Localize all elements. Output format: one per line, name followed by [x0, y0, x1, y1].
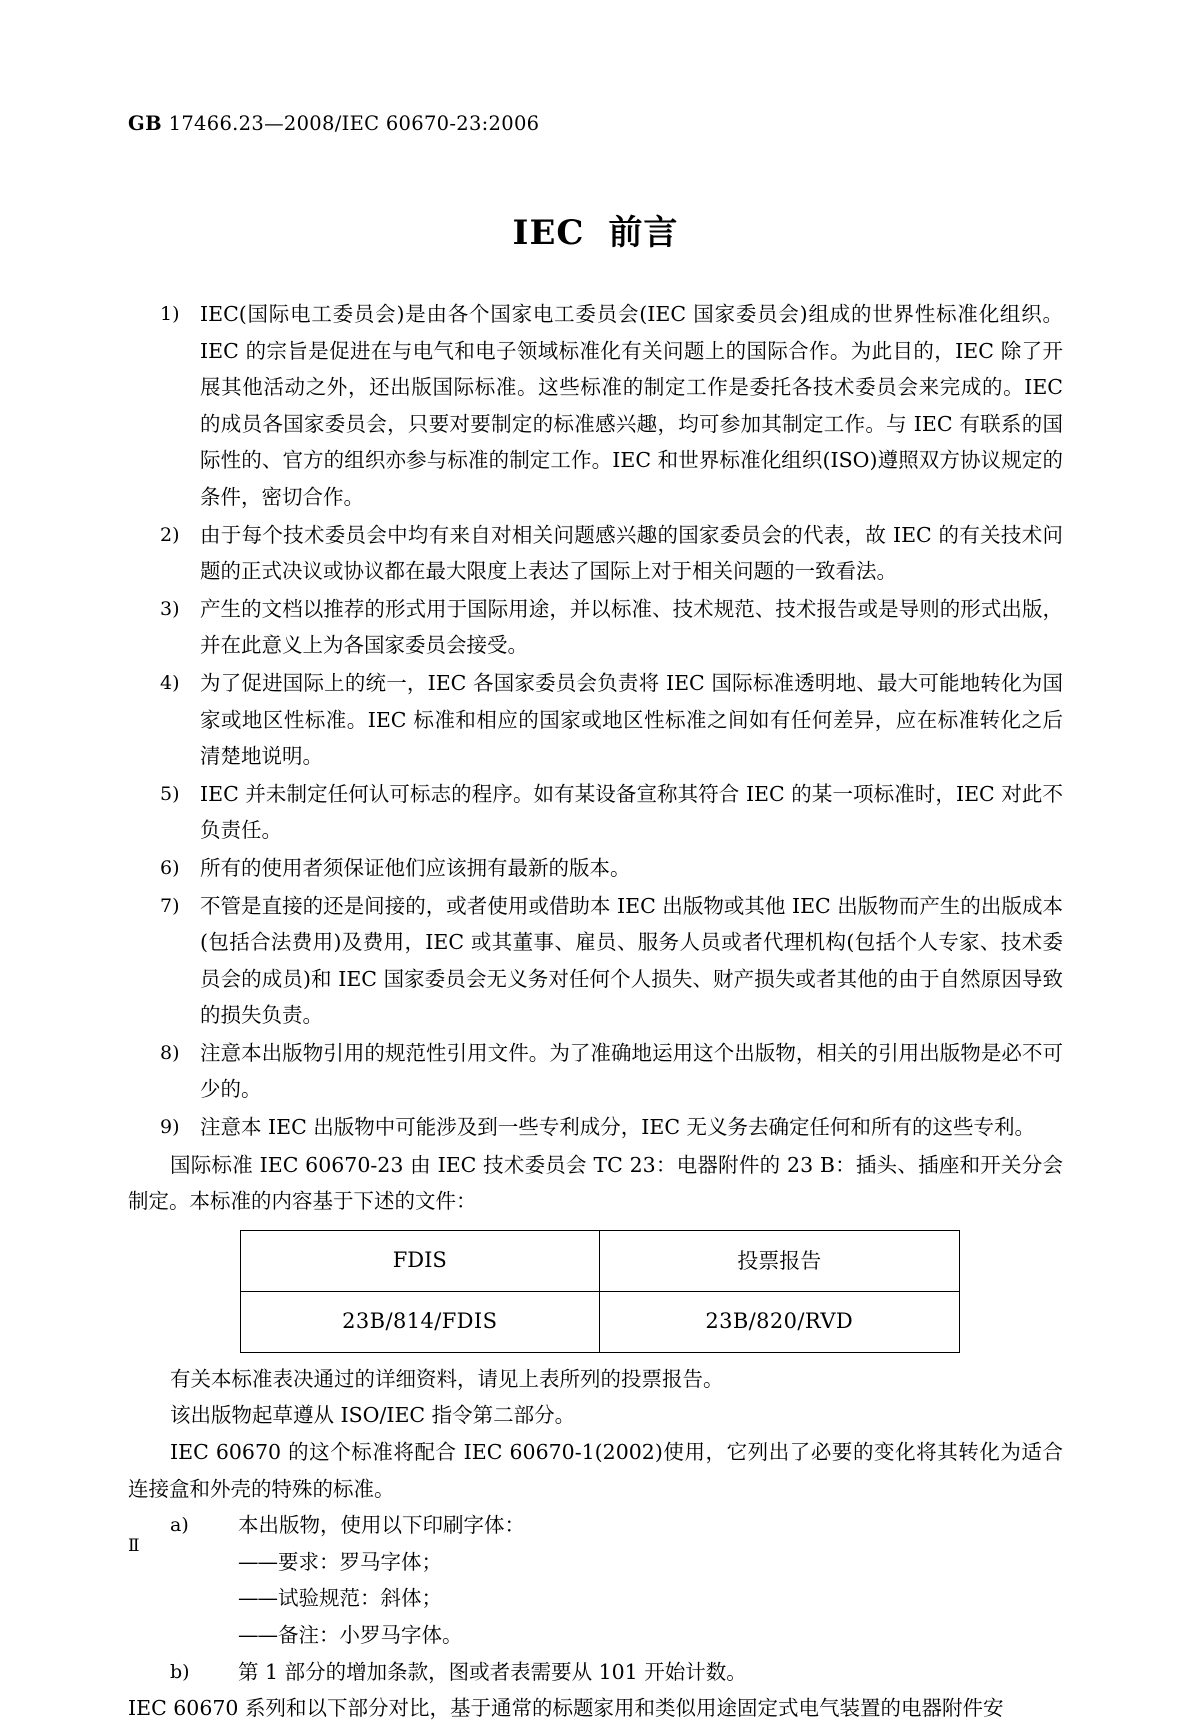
list-marker: 4) — [160, 671, 180, 694]
list-marker: 1) — [160, 303, 180, 325]
paragraph-series-compare: IEC 60670 系列和以下部分对比，基于通常的标题家用和类似用途固定式电气装置的电器附件安 — [128, 1696, 1004, 1721]
list-item-text: 产生的文档以推荐的形式用于国际用途，并以标准、技术规范、技术报告或是导则的形式出版，并在此意义上为各国家委员会接受。 — [200, 596, 1063, 658]
list-item-text: 注意本出版物引用的规范性引用文件。为了准确地运用这个出版物，相关的引用出版物是必不可少的。 — [200, 1040, 1063, 1102]
list-marker: 7) — [160, 894, 180, 917]
table-header-row — [240, 1230, 959, 1291]
page-title-latin: IEC — [512, 213, 585, 253]
list-marker: 3) — [160, 597, 180, 620]
running-head-prefix: GB — [128, 112, 163, 135]
table-row — [240, 1291, 959, 1352]
list-item — [128, 1109, 1063, 1146]
list-marker: 6) — [160, 856, 180, 879]
table-cell: 23B/814/FDIS — [240, 1291, 600, 1352]
dash-list-item — [128, 1544, 1063, 1581]
list-item — [128, 665, 1063, 775]
paragraph-tc-origin: 国际标准 IEC 60670-23 由 IEC 技术委员会 TC 23：电器附件的 23 B：插头、插座和开关分会制定。本标准的内容基于下述的文件： — [128, 1152, 1063, 1214]
page-title-chinese: 前言 — [608, 213, 679, 253]
list-item-text: IEC 并未制定任何认可标志的程序。如有某设备宣称其符合 IEC 的某一项标准时，IEC 对此不负责任。 — [200, 781, 1063, 843]
paragraph-after-table: 有关本标准表决通过的详细资料，请见上表所列的投票报告。 — [170, 1366, 724, 1391]
table-header-cell: 投票报告 — [600, 1230, 960, 1291]
list-item — [128, 776, 1063, 849]
table-header-cell: FDIS — [240, 1230, 600, 1291]
alpha-list-item-a — [128, 1507, 1063, 1544]
alpha-list-item-b — [128, 1654, 1063, 1691]
dash-list-item — [128, 1580, 1063, 1617]
table-cell: 23B/820/RVD — [600, 1291, 960, 1352]
paragraph-use-with: IEC 60670 的这个标准将配合 IEC 60670-1(2002)使用，它列出了必要的变化将其转化为适合连接盒和外壳的特殊的标准。 — [128, 1440, 1063, 1501]
alpha-list-item-text: 本出版物，使用以下印刷字体： — [238, 1513, 525, 1538]
dash-list-item-text: 备注：小罗马字体。 — [278, 1623, 463, 1647]
list-marker: 9) — [160, 1116, 180, 1139]
em-dash-icon: —— — [238, 1586, 277, 1611]
fdis-table — [240, 1230, 960, 1353]
dash-list-item-text: 试验规范：斜体； — [278, 1586, 442, 1611]
page-title — [0, 205, 1191, 254]
list-item — [128, 850, 1063, 887]
list-marker: a) — [170, 1514, 189, 1537]
paragraph-iso-directive: 该出版物起草遵从 ISO/IEC 指令第二部分。 — [170, 1403, 576, 1428]
running-head-code: 17466.23—2008/IEC 60670-23:2006 — [168, 112, 540, 135]
list-item-text: 由于每个技术委员会中均有来自对相关问题感兴趣的国家委员会的代表，故 IEC 的有关技术问题的正式决议或协议都在最大限度上表达了国际上对于相关问题的一致看法。 — [200, 522, 1063, 584]
list-marker: 5) — [160, 782, 180, 805]
document-body — [128, 296, 1063, 1727]
running-head — [128, 112, 539, 135]
list-item-text: 所有的使用者须保证他们应该拥有最新的版本。 — [200, 855, 631, 880]
page-number: Ⅱ — [128, 1536, 140, 1556]
fdis-table-wrapper — [128, 1230, 1063, 1353]
list-item-text: 为了促进国际上的统一，IEC 各国家委员会负责将 IEC 国际标准透明地、最大可能地转化为国家或地区性标准。IEC 标准和相应的国家或地区性标准之间如有任何差异，应在标准转化之后清楚地说明。 — [200, 670, 1063, 769]
list-item — [128, 296, 1063, 516]
list-item — [128, 1035, 1063, 1108]
alpha-list-item-text: 第 1 部分的增加条款，图或者表需要从 101 开始计数。 — [238, 1659, 747, 1684]
em-dash-icon: —— — [238, 1623, 277, 1647]
list-item — [128, 591, 1063, 664]
list-item-text: 不管是直接的还是间接的，或者使用或借助本 IEC 出版物或其他 IEC 出版物而产生的出版成本(包括合法费用)及费用，IEC 或其董事、雇员、服务人员或者代理机构(包括个人专家、技术委员会的成员)和 IEC 国家委员会无义务对任何个人损失、财产损失或者其他的由于自然原因导致的损失负责。 — [200, 893, 1063, 1028]
dash-list-item — [128, 1617, 1063, 1654]
list-item-text: 注意本 IEC 出版物中可能涉及到一些专利成分，IEC 无义务去确定任何和所有的这些专利。 — [200, 1115, 1036, 1140]
list-marker: b) — [170, 1660, 190, 1683]
list-item — [128, 517, 1063, 590]
list-marker: 2) — [160, 523, 180, 546]
em-dash-icon: —— — [238, 1549, 277, 1574]
list-item — [128, 888, 1063, 1034]
dash-list-item-text: 要求：罗马字体； — [278, 1549, 442, 1574]
list-marker: 8) — [160, 1041, 180, 1064]
list-item-text: IEC(国际电工委员会)是由各个国家电工委员会(IEC 国家委员会)组成的世界性标准化组织。IEC 的宗旨是促进在与电气和电子领域标准化有关问题上的国际合作。为此目的，IEC 除了开展其他活动之外，还出版国际标准。这些标准的制定工作是委托各技术委员会来完成的。IEC 的成员各国家委员会，只要对要制定的标准感兴趣，均可参加其制定工作。与 IEC 有联系的国际性的、官方的组织亦参与标准的制定工作。IEC 和世界标准化组织(ISO)遵照双方协议规定的条件，密切合作。 — [200, 302, 1063, 509]
